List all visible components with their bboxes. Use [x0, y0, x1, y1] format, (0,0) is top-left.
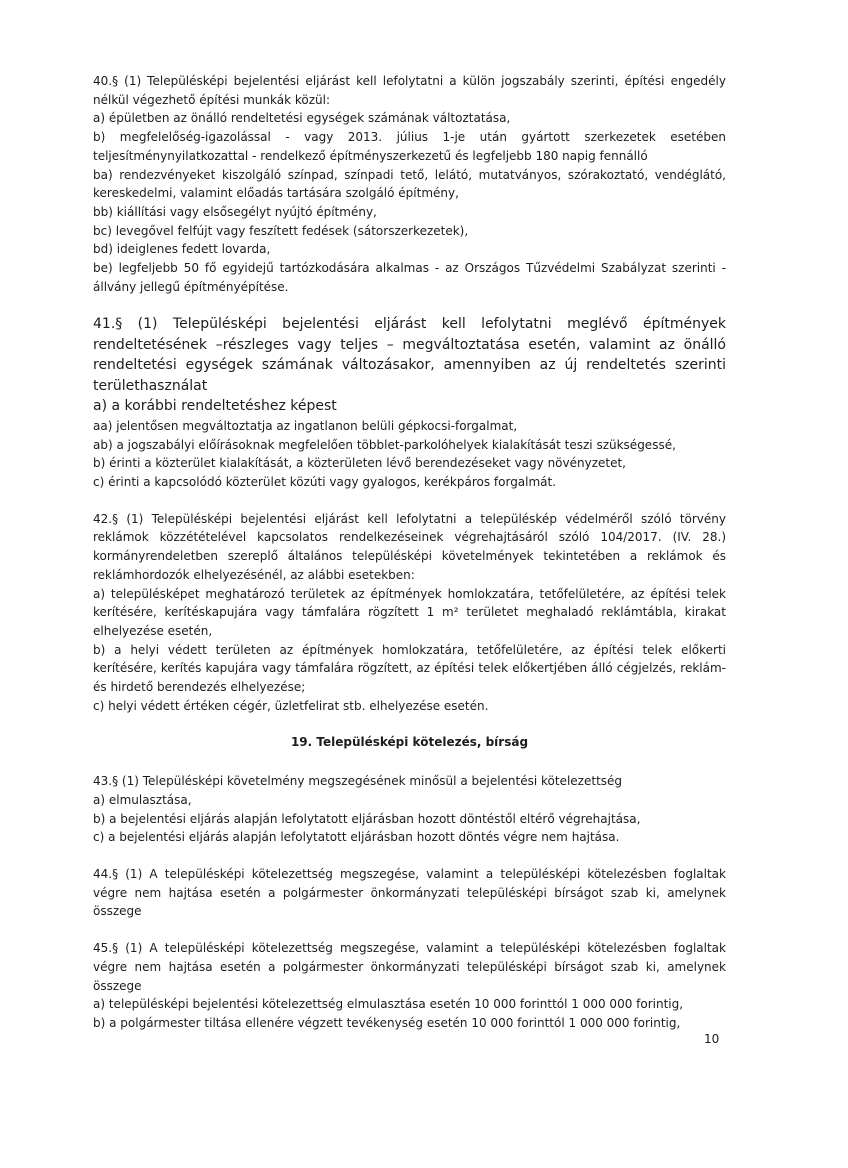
section-43 — [93, 772, 726, 847]
paragraph: 40.§ (1) Településképi bejelentési eljárást kell lefolytatni a külön jogszabály szerinti, építési engedély nélkül végezhető építési munkák közül: — [93, 74, 726, 107]
paragraph: bd) ideiglenes fedett lovarda, — [93, 242, 271, 257]
paragraph: 42.§ (1) Településképi bejelentési eljárást kell lefolytatni a településkép védelméről szóló törvény reklámok közzétételével kapcsolatos rendelkezéseinek végrehajtásáról szóló 104/2017. (IV. 28.) kormányrendeletben szereplő általános településképi követelmények tekintetében a reklámok és reklámhordozók elhelyezésénél, az alábbi esetekben: — [93, 511, 726, 582]
paragraph: bb) kiállítási vagy elsősegélyt nyújtó építmény, — [93, 204, 377, 219]
paragraph: a) elmulasztása, — [93, 792, 192, 807]
section-44 — [93, 865, 726, 921]
paragraph: b) a bejelentési eljárás alapján lefolytatott eljárásban hozott döntéstől eltérő végrehajtása, — [93, 811, 641, 826]
section-41 — [93, 314, 726, 491]
paragraph: a) településképet meghatározó területek az építmények homlokzatára, tetőfelületére, az építési telek kerítésére, kerítéskapujára vagy támfalára rögzített 1 m² területet meghaladó reklámtábla, kirakat elhelyezése esetén, — [93, 586, 726, 638]
paragraph: 45.§ (1) A településképi kötelezettség megszegése, valamint a településképi kötelezésben foglaltak végre nem hajtása esetén a polgármester önkormányzati településképi bírságot szab ki, amelynek összege — [93, 941, 726, 993]
paragraph: 44.§ (1) A településképi kötelezettség megszegése, valamint a településképi kötelezésben foglaltak végre nem hajtása esetén a polgármester önkormányzati településképi bírságot szab ki, amelynek összege — [93, 867, 726, 919]
paragraph: ba) rendezvényeket kiszolgáló színpad, színpadi tető, lelátó, mutatványos, szórakoztató, vendéglátó, kereskedelmi, valamint előadás tartására szolgáló építmény, — [93, 167, 726, 201]
paragraph: c) helyi védett értéken cégér, üzletfelirat stb. elhelyezése esetén. — [93, 698, 489, 713]
paragraph: c) érinti a kapcsolódó közterület közúti vagy gyalogos, kerékpáros forgalmát. — [93, 475, 557, 490]
paragraph: b) a polgármester tiltása ellenére végzett tevékenység esetén 10 000 forinttól 1 000 000 forintig, — [93, 1015, 681, 1030]
section-heading: 19. Településképi kötelezés, bírság — [290, 735, 529, 750]
paragraph: 43.§ (1) Településképi követelmény megszegésének minősül a bejelentési kötelezettség — [93, 774, 623, 789]
paragraph: b) a helyi védett területen az építmények homlokzatára, tetőfelületére, az építési telek előkerti kerítésére, kerítés kapujára vagy támfalára rögzített, az építési telek előkertjében álló cégjelzés, reklám- és hirdető berendezés elhelyezése; — [93, 642, 726, 695]
paragraph: ab) a jogszabályi előírásoknak megfelelően többlet-parkolóhelyek kialakítását teszi szükségessé, — [93, 437, 676, 452]
paragraph: bc) levegővel felfújt vagy feszített fedések (sátorszerkezetek), — [93, 223, 469, 238]
paragraph: a) településképi bejelentési kötelezettség elmulasztása esetén 10 000 forinttól 1 000 000 forintig, — [93, 997, 684, 1012]
section-40 — [93, 72, 726, 296]
paragraph: be) legfeljebb 50 fő egyidejű tartózkodására alkalmas - az Országos Tűzvédelmi Szabályzat szerinti - állvány jellegű építményépítése. — [93, 261, 726, 294]
paragraph: b) megfelelőség-igazolással - vagy 2013. július 1-je után gyártott szerkezetek esetében teljesítménynyilatkozattal - rendelkező építményszerkezetű és legfeljebb 180 napig fennálló — [93, 130, 726, 163]
document-body — [93, 72, 726, 1051]
paragraph: b) érinti a közterület kialakítását, a közterületen lévő berendezéseket vagy növényzetet, — [93, 456, 626, 471]
paragraph: c) a bejelentési eljárás alapján lefolytatott eljárásban hozott döntés végre nem hajtása. — [93, 830, 620, 845]
section-45 — [93, 939, 726, 1033]
paragraph: 41.§ (1) Településképi bejelentési eljárást kell lefolytatni meglévő építmények rendeltetésének –részleges vagy teljes – megváltoztatása esetén, valamint az önálló rendeltetési egységek számának változásakor, amennyiben az új rendeltetés szerinti területhasználat — [93, 316, 726, 394]
paragraph: a) a korábbi rendeltetéshez képest — [93, 398, 337, 415]
section-42 — [93, 510, 726, 716]
paragraph: a) épületben az önálló rendeltetési egységek számának változtatása, — [93, 111, 511, 126]
paragraph: aa) jelentősen megváltoztatja az ingatlanon belüli gépkocsi-forgalmat, — [93, 418, 518, 433]
page-number: 10 — [704, 1032, 720, 1046]
